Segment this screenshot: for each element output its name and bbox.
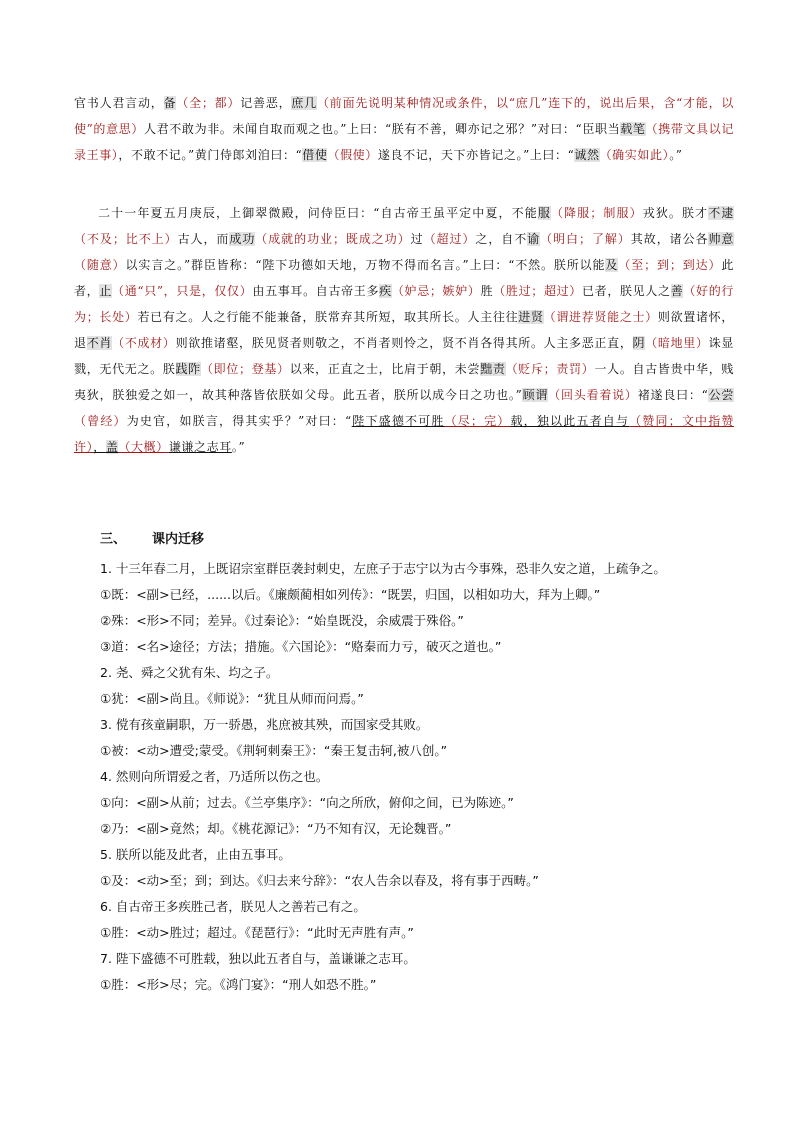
passage-text: 古人，而 (177, 232, 230, 246)
highlighted-term: 备 (163, 96, 177, 110)
passage-text: 官书人君言动， (74, 96, 164, 110)
annotation-gloss: （前面先说明某种情况或条件，以“庶几”连下的，说出后果，含“才能，以使”的意思） (74, 96, 734, 136)
passage-text: 已者，朕见人之 (581, 284, 671, 298)
vocab-note: ①向：<副>从前；过去。《兰亭集序》：“向之所欣，俯仰之间，已为陈迹。” (100, 795, 514, 810)
annotation-gloss: （确实如此） (599, 148, 670, 162)
exercise-sentence: 6. 自古帝王多疾胜己者，朕见人之善若己有之。 (100, 899, 366, 914)
section-heading (100, 528, 204, 547)
annotation-gloss: （贬斥；责罚） (505, 362, 595, 376)
passage-text: 褚遂良曰：“ (637, 388, 709, 402)
passage-text: 载，独以此五者自与 (510, 414, 630, 428)
annotation-gloss: （降服；制服） (550, 206, 643, 220)
highlighted-term: 成功 (229, 232, 256, 246)
passage-text: 一人。自古皆贵中华，贱夷狄，朕独爱之如一，故其种落皆依朕如父母。此五者，朕所以成今日之功也。” (74, 362, 734, 402)
highlighted-term: 黜责 (480, 362, 506, 376)
highlighted-term: 谕 (527, 232, 541, 246)
annotation-gloss: （好的行为；长处） (74, 284, 734, 324)
annotation-gloss: （谓进荐贤能之士） (543, 310, 658, 324)
highlighted-term: 公尝 (708, 388, 735, 402)
highlighted-term: 诚然 (574, 148, 600, 162)
passage-text: 以来，正直之士，比肩于朝，未尝 (289, 362, 481, 376)
vocab-note: ①胜：<动>胜过；超过。《琵琶行》：“此时无声胜有声。” (100, 925, 414, 940)
annotation-gloss: （胜过；超过） (493, 284, 582, 298)
annotation-gloss: （暗地里） (645, 336, 709, 350)
passage-text: 胜 (480, 284, 494, 298)
annotation-gloss: （赞同；文中指赞许） (74, 414, 734, 454)
exercise-sentence: 3. 傥有孩童嗣职，万一骄愚，兆庶被其殃，而国家受其败。 (100, 717, 429, 732)
annotation-gloss: （通“只”，只是，仅仅） (112, 284, 253, 298)
highlighted-term: 盖 (105, 440, 119, 454)
annotation-gloss: （曾经） (74, 414, 127, 428)
passage-text: 陛下盛德不可胜 (351, 414, 445, 428)
highlighted-term: 借使 (302, 148, 328, 162)
vocab-note: ①胜：<形>尽；完。《鸿门宴》：“刑人如恐不胜。” (100, 977, 377, 992)
annotation-gloss: （明白；了解） (540, 232, 631, 246)
passage-text: 诛显戮，无代无之。朕 (74, 336, 734, 376)
highlighted-term: 帅意 (708, 232, 735, 246)
passage-text: 遂良不记，天下亦皆记之。”上曰：“ (377, 148, 575, 162)
exercise-sentence: 4. 然则向所谓爱之者，乃适所以伤之也。 (100, 769, 329, 784)
passage-text: 过 (410, 232, 424, 246)
highlighted-term: 阴 (632, 336, 646, 350)
highlighted-term: 及 (605, 258, 619, 272)
annotation-gloss: （超过） (423, 232, 476, 246)
annotation-gloss: （至；到；到达） (618, 258, 722, 272)
vocab-note: ③道：<名>途径；方法；措施。《六国论》：“赂秦而力亏，破灭之道也。” (100, 639, 502, 654)
highlighted-term: 疾 (379, 284, 392, 298)
passage-text: 以实言之。”群臣皆称：“陛下功德如天地，万物不得而名言。”上曰：“不然。朕所以能 (125, 258, 606, 272)
highlighted-term: 进贤 (518, 310, 544, 324)
annotation-gloss: （不及；比不上） (74, 232, 178, 246)
annotation-gloss: （大概） (118, 440, 169, 454)
section-title: 课内迁移 (152, 532, 205, 547)
annotation-gloss: （全；都） (176, 96, 241, 110)
passage-text: 。” (669, 148, 683, 162)
exercise-sentence: 2. 尧、舜之父犹有朱、均之子。 (100, 665, 279, 680)
vocab-note: ①及：<动>至；到；到达。《归去来兮辞》：“农人告余以春及，将有事于西畴。” (100, 873, 539, 888)
section-number: 三、 (100, 532, 127, 547)
passage-text: 则欲推诸壑，朕见贤者则敬之，不肖者则怜之，贤不肖各得其所。人主多恶正直， (175, 336, 633, 350)
highlighted-term: 善 (670, 284, 684, 298)
annotation-gloss: （即位；登基） (200, 362, 290, 376)
passage-text: 谦谦之志耳 (168, 440, 232, 454)
passage-paragraph-1 (74, 90, 734, 168)
annotation-gloss: （随意） (74, 258, 126, 272)
passage-text: 之，自不 (475, 232, 528, 246)
passage-text: 此者， (74, 258, 734, 298)
annotation-gloss: （妒忌；嫉妒） (391, 284, 481, 298)
exercise-sentence: 5. 朕所以能及此者，止由五事耳。 (100, 847, 291, 862)
passage-text: ， (93, 440, 106, 454)
exercise-sentence: 7. 陛下盛德不可胜载，独以此五者自与，盖谦谦之志耳。 (100, 951, 416, 966)
passage-text: 为史官，如朕言，得其实乎？”对曰：“ (126, 414, 352, 428)
highlighted-term: 止 (99, 284, 113, 298)
passage-text: 其故，诸公各 (630, 232, 709, 246)
vocab-note: ①被：<动>遭受;蒙受。《荆轲刺秦王》：“秦王复击轲,被八创。” (100, 743, 448, 758)
passage-text: 由五事耳。自古帝王多 (252, 284, 380, 298)
vocab-note: ②乃：<副>竟然；却。《桃花源记》：“乃不知有汉，无论魏晋。” (100, 821, 452, 836)
highlighted-term: 践阼 (175, 362, 201, 376)
highlighted-term: 载笔 (620, 122, 646, 136)
passage-paragraph-2 (74, 200, 734, 460)
exercise-list (100, 556, 760, 998)
vocab-note: ①犹：<副>尚且。《师说》：“犹且从师而问焉。” (100, 691, 364, 706)
annotation-gloss: （尽；完） (444, 414, 511, 428)
vocab-note: ②殊：<形>不同；差异。《过秦论》：“始皇既没，余威震于殊俗。” (100, 613, 464, 628)
annotation-gloss: （回头看着说） (548, 388, 638, 402)
passage-text: 若已有之。人之行能不能兼备，朕常弃其所短，取其所长。人主往往 (137, 310, 519, 324)
annotation-gloss: （携带文具以记录王事） (74, 122, 735, 162)
passage-text: ，不敢不记。”黄门侍郎刘洎曰：“ (118, 148, 303, 162)
passage-text: 则欲置诸怀，退 (74, 310, 734, 350)
exercise-sentence: 1. 十三年春二月，上既诏宗室群臣袭封刺史，左庶子于志宁以为古今事殊，恐非久安之道，上疏争之。 (100, 561, 666, 576)
highlighted-term: 不肖 (86, 336, 113, 350)
annotation-gloss: （成就的功业；既成之功） (255, 232, 411, 246)
highlighted-term: 服 (537, 206, 551, 220)
highlighted-term: 庶几 (291, 96, 317, 110)
highlighted-term: 顾谓 (522, 388, 549, 402)
annotation-gloss: （不成材） (112, 336, 176, 350)
highlighted-term: 不逮 (708, 206, 734, 220)
passage-text: 。” (231, 440, 246, 454)
vocab-note: ①既：<副>已经，......以后。《廉颇蔺相如列传》：“既罢，归国，以相如功大，拜为上卿。” (100, 587, 601, 602)
passage-text: 记善恶， (240, 96, 292, 110)
passage-text: 二十一年夏五月庚辰，上御翠微殿，问侍臣曰：“自古帝王虽平定中夏，不能 (98, 206, 538, 220)
passage-text: 戎狄。朕才 (642, 206, 709, 220)
annotation-gloss: （假使） (327, 148, 378, 162)
passage-text: 人君不敢为非。未闻自取而观之也。”上曰：“朕有不善，卿亦记之邪？”对曰：“臣职当 (144, 122, 621, 136)
